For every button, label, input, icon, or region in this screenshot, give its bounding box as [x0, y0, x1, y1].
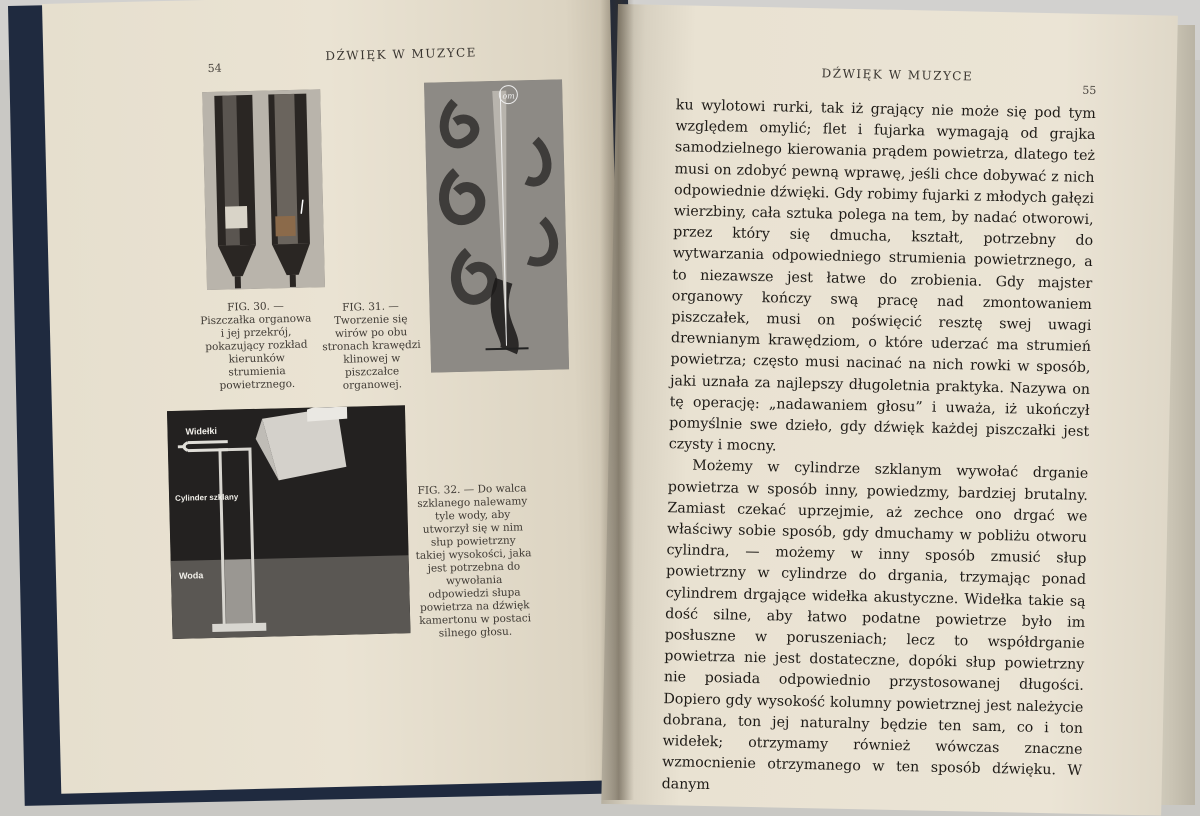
left-page: [42, 0, 629, 794]
figure-32-image: [167, 405, 410, 639]
right-page-body: [661, 95, 1096, 803]
paragraph-2: Możemy w cylindrze szklanym wywołać drganie powietrza w sposób inny, powiedzmy, bardziej brutalny. Zamiast czekać uprzejmie, aż zechce ono drgać we właściwy sobie sposób, gdy dmuchamy w pobliżu otworu cylindra, — możemy w inny sposób zmusić słup powietrzny w cylindrze do drgania, trzymając ponad cylindrem drgające widełka akustyczne. Widełka takie są dość silne, aby łatwo podatne powietrze było im posłuszne w poruszeniach; lecz to współdrganie powietrza nie jest dostateczne, dopóki słup powietrzny nie posiada odpowiednio przystosowanej długości. Dopiero gdy wysokość kolumny powietrznej jest należycie dobrana, ton jej naturalny będzie ten sam, co i ton widełek; otrzymamy również wówczas znaczne wzmocnienie otrzymanego w ten sposób dźwięku. W danym: [661, 456, 1088, 804]
fork-label: Widełki: [185, 426, 217, 437]
figure-30-image: [202, 89, 325, 290]
right-running-title: DŹWIĘK W MUZYCE: [821, 66, 973, 83]
cylinder-label: Cylinder szklany: [175, 492, 239, 503]
left-running-title: DŹWIĘK W MUZYCE: [325, 45, 477, 63]
right-page: [601, 4, 1178, 816]
water-label: Woda: [179, 570, 205, 581]
figure-32-caption: FIG. 32. — Do walca szklanego nalewamy tyle wody, aby utworzył się w nim słup powietrzny takiej wysokości, jaka jest potrzebna do wywołania odpowiedzi słupa powietrza na dźwięk kamertonu w postaci silnego głosu.: [414, 482, 534, 641]
vortex-drawing: [424, 79, 569, 372]
book-gutter: [600, 0, 634, 800]
organ-pipe-drawing: [202, 89, 325, 290]
right-page-number: 55: [1082, 84, 1096, 97]
figure-31-label: om: [502, 91, 515, 100]
cylinder-drawing: [167, 405, 410, 639]
paragraph-1: ku wylotowi rurki, tak iż grający nie może się pod tym względem omylić; flet i fujarka wymagają od grajka samodzielnego kierowania prądem powietrza, dlatego też musi on zdobyć pewną wprawę, jeśli chce dobywać z nich odpowiednie dźwięki. Gdy robimy fujarki z młodych gałęzi wierzbiny, cała sztuka polega na tem, by nadać otworowi, przez który się dmucha, kształt, potrzebny do wytwarzania odpowiedniego strumienia powietrznego, a to niezawsze jest łatwe do zrobienia. Gdy majster organowy kończy swą pracę nad zmontowaniem piszczałek, musi on poświęcić resztę swej uwagi drewnianym krawędziom, o które uderzać ma strumień powietrza; często musi nacinać na nich rowki w sposób, jaki uznała za najlepszy długoletnia praktyka. Nazywa on tę operację: „nadawaniem głosu” i uważa, iż ukończył pomyślnie swe dzieło, gdy dźwięk każdej piszczałki jest czysty i mocny.: [669, 95, 1096, 464]
figure-31-image: [424, 79, 569, 372]
left-page-number: 54: [207, 62, 221, 75]
figure-30-caption: FIG. 30. — Piszczałka organowa i jej przekrój, pokazujący rozkład kierunków strumienia powietrznego.: [199, 300, 313, 394]
figure-31-caption: FIG. 31. — Tworzenie się wirów po obu stronach krawędzi klinowej w piszczałce organowej.: [317, 300, 425, 394]
